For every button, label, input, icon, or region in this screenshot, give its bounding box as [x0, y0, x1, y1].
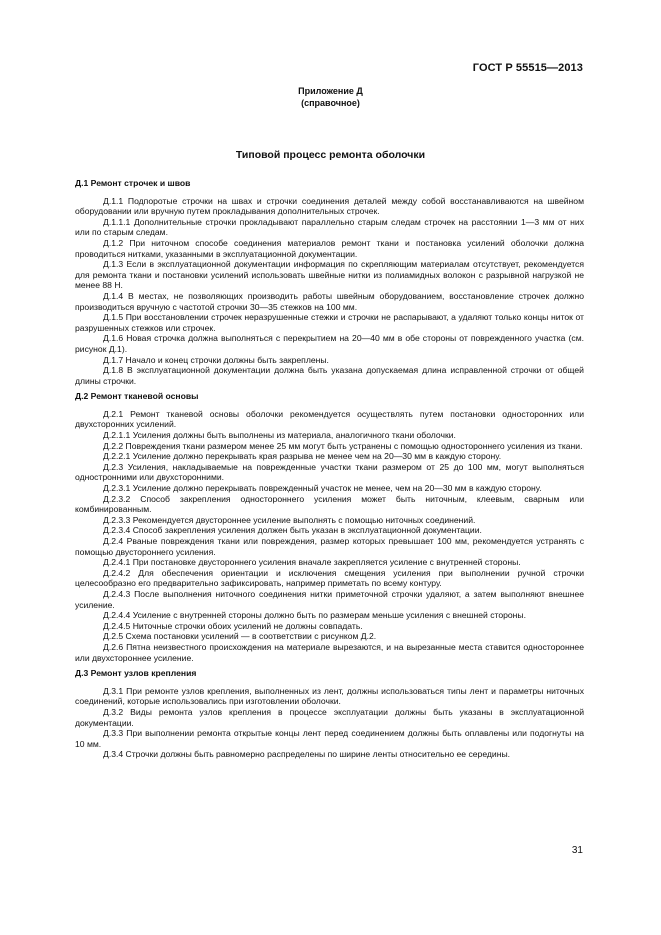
annex-heading	[0, 86, 661, 109]
paragraph: Д.2.3 Усиления, накладываемые на поврежденные участки ткани размером от 25 до 100 мм, могут выполняться одностронними или двухсторонними.	[75, 461, 584, 483]
section-heading: Д.3 Ремонт узлов крепления	[75, 668, 197, 679]
paragraph: Д.1.6 Новая строчка должна выполняться с перекрытием на 20—40 мм в обе стороны от поврежденного участка (см. рисунок Д.1).	[75, 333, 584, 354]
paragraph: Д.2.4.5 Ниточные строчки обоих усилений не должны совпадать.	[103, 620, 363, 631]
paragraph: Д.2.3.1 Усиление должно перекрывать поврежденный участок не менее, чем на 20—30 мм в каждую сторону.	[103, 483, 542, 494]
paragraph: Д.2.4 Рваные повреждения ткани или повреждения, размер которых превышает 100 мм, рекомендуется устранять с помощью двустороннего усиления.	[75, 536, 584, 557]
paragraph: Д.2.4.2 Для обеспечения ориентации и исключения смещения усиления при выполнении ручной строчки целесообразно его предварительно зафиксировать, например приметать по всему контуру.	[75, 567, 584, 589]
annex-title: Приложение Д	[298, 86, 363, 96]
paragraph: Д.2.4.3 После выполнения ниточного соединения нитки приметочной строчки удаляют, а затем выполняют внешнее усиление.	[75, 588, 584, 610]
paragraph: Д.2.2.1 Усиление должно перекрывать края разрыва не менее чем на 20—30 мм в каждую сторону.	[103, 451, 502, 462]
paragraph: Д.2.3.2 Способ закрепления одностороннего усиления может быть ниточным, клеевым, сварным или комбинированным.	[75, 493, 584, 515]
paragraph: Д.1.4 В местах, не позволяющих производить работы швейным оборудованием, восстановление строчек должно производиться вручную с частотой строчки 30—35 стежков на 100 мм.	[75, 290, 584, 312]
standard-code: ГОСТ Р 55515—2013	[472, 62, 583, 74]
paragraph: Д.1.2 При ниточном способе соединения материалов ремонт ткани и постановка усилений оболочки должна проводиться нитками, указанными в эксплуатационной документации.	[75, 237, 584, 259]
paragraph: Д.3.2 Виды ремонта узлов крепления в процессе эксплуатации должны быть указаны в эксплуатационной документации.	[75, 706, 584, 728]
paragraph: Д.2.4.1 При постановке двустороннего усиления вначале закрепляется усиление с внутренней стороны.	[103, 557, 521, 568]
document-title: Типовой процесс ремонта оболочки	[235, 149, 426, 161]
section-1	[75, 178, 584, 386]
paragraph: Д.1.8 В эксплуатационной документации должна быть указана допускаемая длина исправленной строчки от общей длины строчки.	[75, 365, 584, 386]
paragraph: Д.2.2 Повреждения ткани размером менее 25 мм могут быть устранены с помощью одностороннего усиления из ткани.	[103, 440, 583, 451]
paragraph: Д.2.1 Ремонт тканевой основы оболочки рекомендуется осуществлять путем постановки односторонних или двухсторонних усилений.	[75, 408, 584, 430]
paragraph: Д.1.7 Начало и конец строчки должны быть закреплены.	[103, 354, 329, 365]
annex-subtitle: (справочное)	[301, 97, 360, 108]
paragraph: Д.1.3 Если в эксплуатационной документации информация по скрепляющим материалам отсутствует, рекомендуется для ремонта ткани и постановки усилений использовать швейные нитки из полиамидных волокон с разрывной нагрузкой не менее 88 Н.	[75, 259, 584, 291]
paragraph: Д.1.1.1 Дополнительные строчки прокладывают параллельно старым следам строчек на расстоянии 1—3 мм от них или по старым следам.	[75, 216, 584, 238]
paragraph: Д.1.5 При восстановлении строчек неразрушенные стежки и строчки не распарывают, а удаляют только концы ниток от разрушенных стежков или строчек.	[75, 312, 584, 333]
paragraph: Д.2.3.4 Способ закрепления усиления должен быть указан в эксплуатационной документации.	[103, 525, 482, 536]
section-heading: Д.1 Ремонт строчек и швов	[75, 178, 191, 188]
paragraph: Д.3.1 При ремонте узлов крепления, выполненных из лент, должны использоваться типы лент и параметры ниточных соединений, которые использовались при изготовлении оболочки.	[75, 685, 584, 707]
page-number: 31	[571, 845, 583, 856]
paragraph: Д.1.1 Подпоротые строчки на швах и строчки соединения деталей между собой восстанавливаются на швейном оборудовании или вручную путем прокладывания дополнительных строчек.	[75, 195, 584, 217]
paragraph: Д.2.4.4 Усиление с внутренней стороны должно быть по размерам меньше усиления с внешней стороны.	[103, 610, 526, 621]
paragraph: Д.2.1.1 Усиления должны быть выполнены из материала, аналогичного ткани оболочки.	[103, 430, 456, 441]
paragraph: Д.2.5 Схема постановки усилений — в соответствии с рисунком Д.2.	[103, 631, 377, 642]
section-2	[75, 391, 584, 663]
paragraph: Д.3.3 При выполнении ремонта открытые концы лент перед соединением должны быть оплавлены или подогнуты на 10 мм.	[75, 728, 584, 749]
paragraph: Д.2.6 Пятна неизвестного происхождения на материале вырезаются, и на вырезанные места ставится одностороннее или двухстороннее усиление.	[75, 641, 584, 663]
paragraph: Д.3.4 Строчки должны быть равномерно распределены по ширине ленты относительно ее середины.	[103, 749, 511, 760]
section-3	[75, 668, 584, 760]
section-heading: Д.2 Ремонт тканевой основы	[75, 391, 199, 402]
paragraph: Д.2.3.3 Рекомендуется двустороннее усиление выполнять с помощью ниточных соединений.	[103, 514, 476, 525]
document-body	[75, 178, 584, 765]
